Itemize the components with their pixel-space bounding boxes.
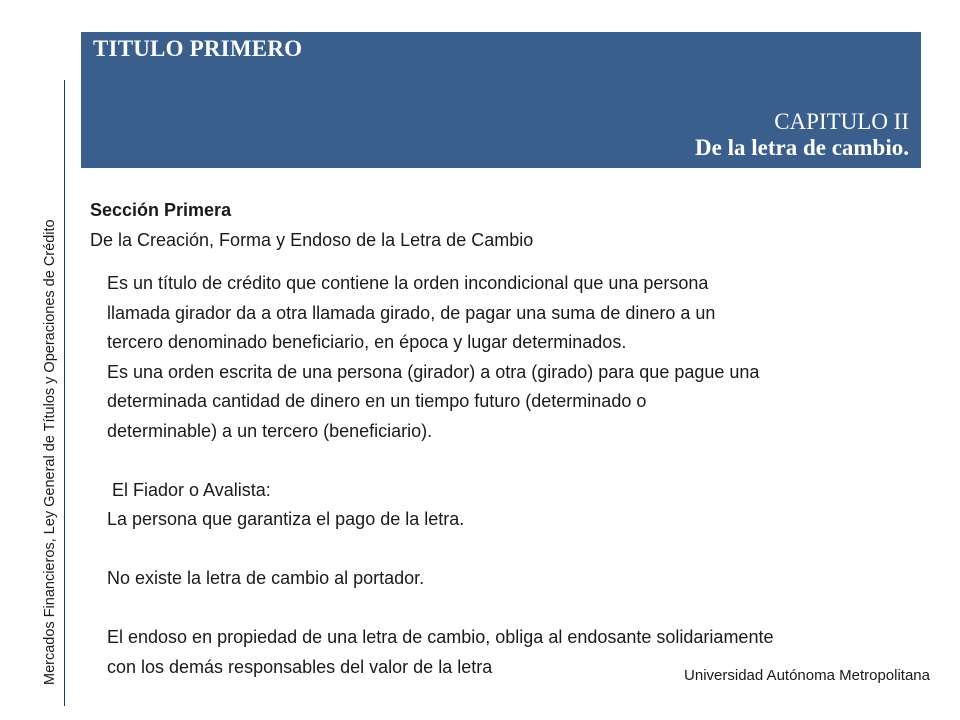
body-line: El endoso en propiedad de una letra de cambio, obliga al endosante solidariamente — [107, 627, 774, 647]
section-subheading: De la Creación, Forma y Endoso de la Letra de Cambio — [90, 230, 534, 250]
body-line: Es un título de crédito que contiene la orden incondicional que una persona — [107, 273, 709, 293]
sidebar-vertical-caption: Mercados Financieros, Ley General de Títulos y Operaciones de Crédito — [42, 219, 58, 685]
page-title: TITULO PRIMERO — [93, 36, 303, 61]
footer-institution: Universidad Autónoma Metropolitana — [684, 667, 930, 684]
body-line: La persona que garantiza el pago de la letra. — [107, 509, 465, 529]
body-line: tercero denominado beneficiario, en época y lugar determinados. — [107, 332, 627, 352]
sidebar-divider — [64, 80, 65, 706]
body-line: llamada girador da a otra llamada girado, de pagar una suma de dinero a un — [107, 302, 716, 323]
title-banner — [81, 32, 921, 168]
body-line: determinada cantidad de dinero en un tiempo futuro (determinado o — [107, 391, 647, 411]
body-line: con los demás responsables del valor de la letra — [107, 656, 493, 677]
body-line: No existe la letra de cambio al portador. — [107, 568, 425, 588]
body-line: determinable) a un tercero (beneficiario). — [107, 420, 433, 441]
body-line: El Fiador o Avalista: — [107, 479, 271, 500]
body-line: Es una orden escrita de una persona (girador) a otra (girado) para que pague una — [107, 361, 760, 382]
body-line — [107, 535, 927, 565]
body-line — [107, 446, 927, 476]
chapter-title: De la letra de cambio. — [695, 135, 909, 160]
body-line — [107, 594, 927, 624]
body-content — [107, 269, 927, 682]
section-heading: Sección Primera — [90, 200, 232, 220]
chapter-label: CAPITULO II — [774, 109, 909, 134]
